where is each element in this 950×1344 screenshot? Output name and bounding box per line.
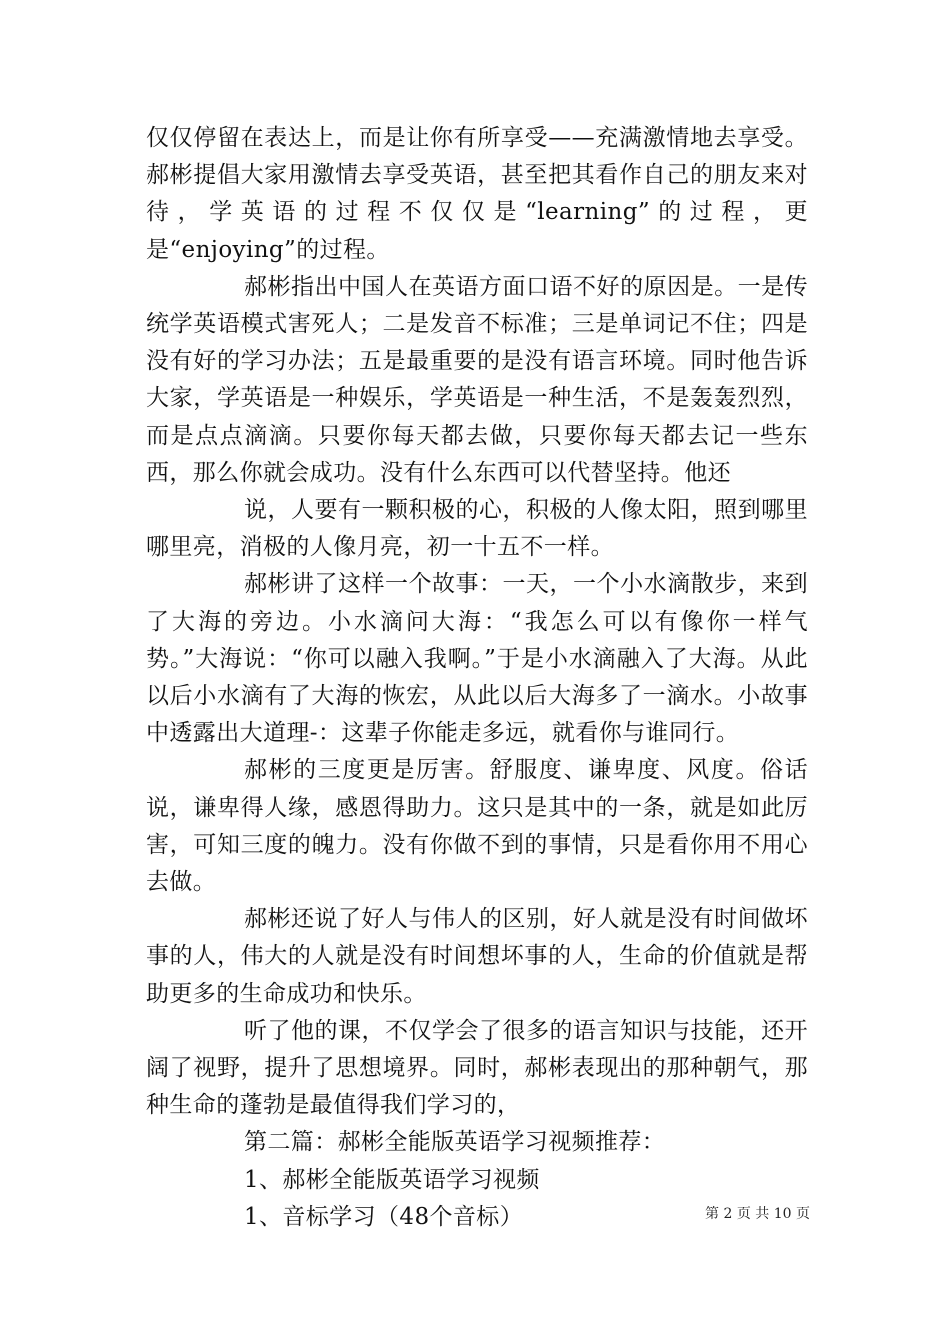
paragraph-continuation: 仅仅停留在表达上，而是让你有所享受——充满激情地去享受。郝彬提倡大家用激情去享受英语，甚至把其看作自己的朋友来对待，学英语的过程不仅仅是“learning”的过程，更是“enjoying”的过程。 bbox=[146, 125, 808, 263]
paragraph-positive-heart: 说，人要有一颗积极的心，积极的人像太阳，照到哪里哪里亮，消极的人像月亮，初一十五不一样。 bbox=[146, 497, 808, 561]
paragraph-speaking-reasons: 郝彬指出中国人在英语方面口语不好的原因是。一是传统学英语模式害死人；二是发音不标准；三是单词记不住；四是没有好的学习办法；五是最重要的是没有语言环境。同时他告诉大家，学英语是一种娱乐，学英语是一种生活，不是轰轰烈烈，而是点点滴滴。只要你每天都去做，只要你每天都去记一些东西，那么你就会成功。没有什么东西可以代替坚持。他还 bbox=[146, 273, 808, 486]
list-item-video: 1、郝彬全能版英语学习视频 bbox=[244, 1166, 540, 1193]
paragraph-good-vs-great: 郝彬还说了好人与伟人的区别，好人就是没有时间做坏事的人，伟大的人就是没有时间想坏事的人，生命的价值就是帮助更多的生命成功和快乐。 bbox=[146, 906, 808, 1007]
document-body bbox=[146, 120, 808, 1236]
paragraph-three-degrees: 郝彬的三度更是厉害。舒服度、谦卑度、风度。俗话说，谦卑得人缘，感恩得助力。这只是其中的一条，就是如此厉害，可知三度的魄力。没有你做不到的事情，只是看你用不用心去做。 bbox=[146, 757, 808, 896]
list-item-phonetics: 1、音标学习（48个音标） bbox=[244, 1203, 524, 1230]
section-heading-part-two: 第二篇：郝彬全能版英语学习视频推荐： bbox=[244, 1129, 666, 1156]
page-number: 第 2 页 共 10 页 bbox=[705, 1206, 810, 1222]
paragraph-water-drop-story: 郝彬讲了这样一个故事：一天，一个小水滴散步，来到了大海的旁边。小水滴问大海：“我怎么可以有像你一样气势。”大海说：“你可以融入我啊。”于是小水滴融入了大海。从此以后小水滴有了大海的恢宏，从此以后大海多了一滴水。小故事中透露出大道理-：这辈子你能走多远，就看你与谁同行。 bbox=[146, 571, 808, 747]
paragraph-reflection: 听了他的课，不仅学会了很多的语言知识与技能，还开阔了视野，提升了思想境界。同时，郝彬表现出的那种朝气，那种生命的蓬勃是最值得我们学习的， bbox=[146, 1017, 808, 1119]
